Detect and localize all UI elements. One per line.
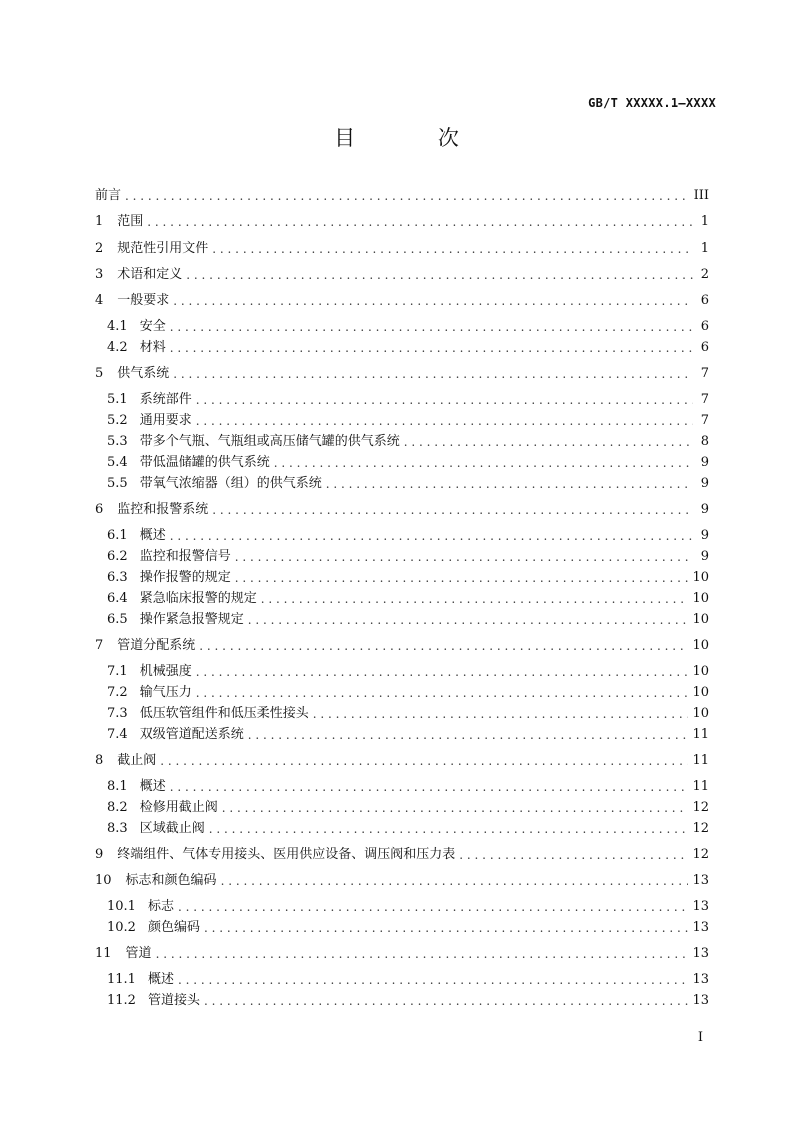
toc-entry-number: 1 — [95, 214, 104, 229]
toc-leader-dots — [313, 704, 689, 724]
toc-entry-label: 输气压力 — [139, 685, 192, 700]
page-title: 目 次 — [334, 126, 497, 150]
toc-leader-dots — [178, 897, 688, 917]
toc-entry[interactable] — [107, 338, 709, 358]
toc-entry-label: 双级管道配送系统 — [139, 727, 244, 742]
toc-entry[interactable] — [107, 390, 709, 410]
toc-entry-page: 1 — [700, 214, 709, 229]
toc-leader-dots — [196, 390, 693, 410]
toc-entry-number: 8 — [95, 753, 104, 768]
toc-entry-label: 标志 — [147, 899, 174, 914]
toc-leader-dots — [173, 364, 693, 384]
toc-entry-label: 操作紧急报警规定 — [139, 612, 244, 627]
toc-leader-dots — [125, 186, 690, 206]
toc-leader-dots — [235, 568, 689, 588]
toc-entry-number: 4 — [95, 293, 104, 308]
toc-leader-dots — [459, 845, 688, 865]
toc-entry-number: 5.2 — [107, 413, 128, 428]
toc-entry-label: 一般要求 — [117, 293, 170, 308]
toc-leader-dots — [248, 610, 689, 630]
toc-entry[interactable] — [107, 547, 709, 567]
toc-entry-label: 机械强度 — [139, 664, 192, 679]
toc-entry[interactable] — [95, 291, 709, 311]
toc-entry-page: 11 — [692, 727, 709, 742]
toc-entry-page: 7 — [700, 392, 709, 407]
toc-entry-page: 10 — [692, 612, 709, 627]
toc-leader-dots — [199, 636, 688, 656]
toc-entry-label: 颜色编码 — [147, 920, 200, 935]
toc-leader-dots — [170, 338, 693, 358]
toc-entry-number: 9 — [95, 847, 104, 862]
toc-entry-number: 2 — [95, 241, 104, 256]
toc-entry[interactable] — [107, 918, 709, 938]
toc-leader-dots — [170, 317, 693, 337]
toc-leader-dots — [160, 751, 688, 771]
toc-entry-label: 标志和颜色编码 — [125, 873, 217, 888]
toc-entry-number: 5.3 — [107, 434, 128, 449]
toc-entry-page: 11 — [692, 779, 709, 794]
toc-entry[interactable] — [107, 725, 709, 745]
toc-entry-number: 4.2 — [107, 340, 128, 355]
toc-entry-label: 范围 — [117, 214, 144, 229]
toc-entry[interactable] — [95, 239, 709, 259]
toc-entry[interactable] — [95, 944, 709, 964]
toc-entry-label: 带多个气瓶、气瓶组或高压储气罐的供气系统 — [139, 434, 400, 449]
toc-entry-page: 10 — [692, 570, 709, 585]
toc-entry-number: 10.1 — [107, 899, 136, 914]
toc-entry-page: 13 — [692, 946, 709, 961]
toc-entry[interactable] — [107, 991, 709, 1011]
toc-entry[interactable] — [95, 845, 709, 865]
toc-entry-page: 13 — [692, 972, 709, 987]
toc-entry[interactable] — [107, 819, 709, 839]
toc-entry-number: 7.3 — [107, 706, 128, 721]
toc-entry[interactable] — [95, 636, 709, 656]
toc-entry[interactable] — [95, 500, 709, 520]
toc-entry-label: 系统部件 — [139, 392, 192, 407]
toc-entry-page: 6 — [700, 340, 709, 355]
toc-entry[interactable] — [95, 751, 709, 771]
toc-entry[interactable] — [107, 897, 709, 917]
toc-entry-page: 10 — [692, 591, 709, 606]
toc-leader-dots — [326, 474, 693, 494]
toc-entry-number: 6.5 — [107, 612, 128, 627]
standard-code: GB/T XXXXX.1—XXXX — [588, 96, 716, 110]
toc-entry-number: 6.4 — [107, 591, 128, 606]
toc-leader-dots — [196, 662, 689, 682]
toc-leader-dots — [196, 683, 689, 703]
toc-entry-label: 监控和报警信号 — [139, 549, 231, 564]
toc-entry-page: 13 — [692, 993, 709, 1008]
toc-entry-page: 10 — [692, 685, 709, 700]
toc-entry-page: 7 — [700, 413, 709, 428]
toc-entry-page: 8 — [700, 434, 709, 449]
toc-entry-number: 8.1 — [107, 779, 128, 794]
toc-entry[interactable] — [95, 871, 709, 891]
toc-leader-dots — [261, 589, 689, 609]
toc-entry-label: 供气系统 — [117, 366, 170, 381]
toc-entry[interactable] — [107, 568, 709, 588]
toc-entry-label: 安全 — [139, 319, 166, 334]
toc-entry-number: 6.2 — [107, 549, 128, 564]
toc-entry-page: 12 — [692, 800, 709, 815]
toc-entry-number: 11.1 — [107, 972, 136, 987]
toc-leader-dots — [222, 798, 689, 818]
toc-entry-number: 3 — [95, 267, 104, 282]
toc-leader-dots — [212, 239, 693, 259]
toc-entry-page: 13 — [692, 899, 709, 914]
toc-entry-label: 管道分配系统 — [117, 638, 196, 653]
toc-entry-label: 规范性引用文件 — [117, 241, 209, 256]
toc-entry-number: 11 — [95, 946, 112, 961]
toc-leader-dots — [156, 944, 689, 964]
toc-entry[interactable] — [107, 317, 709, 337]
toc-entry-number: 5.1 — [107, 392, 128, 407]
toc-leader-dots — [147, 212, 693, 232]
toc-entry[interactable] — [107, 453, 709, 473]
toc-entry-page: 9 — [700, 476, 709, 491]
toc-entry-number: 5.4 — [107, 455, 128, 470]
toc-entry-page: 6 — [700, 293, 709, 308]
toc-entry-page: 9 — [700, 455, 709, 470]
toc-entry-number: 10 — [95, 873, 112, 888]
toc-entry[interactable] — [95, 186, 709, 206]
toc-leader-dots — [178, 970, 688, 990]
toc-entry-label: 带氧气浓缩器（组）的供气系统 — [139, 476, 322, 491]
toc-leader-dots — [173, 291, 693, 311]
toc-entry-label: 检修用截止阀 — [139, 800, 218, 815]
toc-entry-label: 术语和定义 — [117, 267, 183, 282]
toc-entry[interactable] — [107, 970, 709, 990]
toc-entry-number: 8.3 — [107, 821, 128, 836]
toc-entry-label: 终端组件、气体专用接头、医用供应设备、调压阀和压力表 — [117, 847, 456, 862]
toc-leader-dots — [170, 526, 693, 546]
toc-entry-label: 带低温储罐的供气系统 — [139, 455, 270, 470]
toc-entry[interactable] — [107, 411, 709, 431]
page-number: I — [697, 1030, 703, 1045]
toc-leader-dots — [170, 777, 689, 797]
toc-entry-page: 9 — [700, 528, 709, 543]
toc-entry[interactable] — [107, 589, 709, 609]
toc-entry[interactable] — [95, 364, 709, 384]
toc-entry-page: 13 — [692, 920, 709, 935]
toc-entry-number: 8.2 — [107, 800, 128, 815]
toc-entry-page: 11 — [692, 753, 709, 768]
toc-leader-dots — [221, 871, 689, 891]
toc-entry-page: 10 — [692, 706, 709, 721]
toc-entry-label: 截止阀 — [117, 753, 157, 768]
toc-entry-page: 6 — [700, 319, 709, 334]
toc-entry-page: 2 — [700, 267, 709, 282]
toc-entry-page: 9 — [700, 549, 709, 564]
toc-entry-label: 紧急临床报警的规定 — [139, 591, 257, 606]
toc-entry[interactable] — [107, 704, 709, 724]
toc-entry-label: 区域截止阀 — [139, 821, 205, 836]
toc-entry-label: 管道接头 — [147, 993, 200, 1008]
toc-entry[interactable] — [107, 662, 709, 682]
toc-leader-dots — [196, 411, 693, 431]
toc-entry-label: 低压软管组件和低压柔性接头 — [139, 706, 309, 721]
toc-entry-page: 10 — [692, 638, 709, 653]
toc-entry-page: 13 — [692, 873, 709, 888]
toc-entry[interactable] — [107, 777, 709, 797]
toc-entry[interactable] — [107, 526, 709, 546]
toc-entry-page: 7 — [700, 366, 709, 381]
toc-entry-label: 概述 — [147, 972, 174, 987]
toc-entry-number: 7.1 — [107, 664, 128, 679]
toc-entry-page: 9 — [700, 502, 709, 517]
toc-entry-page: 12 — [692, 821, 709, 836]
toc-entry-number: 5.5 — [107, 476, 128, 491]
toc-entry-number: 4.1 — [107, 319, 128, 334]
toc-entry[interactable] — [107, 474, 709, 494]
toc-entry-label: 监控和报警系统 — [117, 502, 209, 517]
toc-entry-page: 12 — [692, 847, 709, 862]
toc-entry-number: 11.2 — [107, 993, 136, 1008]
toc-leader-dots — [212, 500, 693, 520]
toc-leader-dots — [204, 991, 688, 1011]
toc-leader-dots — [274, 453, 693, 473]
toc-entry-label: 材料 — [139, 340, 166, 355]
toc-entry-label: 概述 — [139, 528, 166, 543]
toc-entry-number: 6.1 — [107, 528, 128, 543]
toc-leader-dots — [209, 819, 689, 839]
toc-entry-number: 7.4 — [107, 727, 128, 742]
toc-leader-dots — [186, 265, 693, 285]
toc-leader-dots — [248, 725, 689, 745]
toc-leader-dots — [404, 432, 693, 452]
toc-entry[interactable] — [95, 265, 709, 285]
toc-entry-page: 1 — [700, 241, 709, 256]
toc-entry-label: 通用要求 — [139, 413, 192, 428]
toc-entry-page: 10 — [692, 664, 709, 679]
toc-entry[interactable] — [95, 212, 709, 232]
toc-entry[interactable] — [107, 683, 709, 703]
toc-entry-number: 5 — [95, 366, 104, 381]
toc-entry-number: 7 — [95, 638, 104, 653]
toc-entry-number: 10.2 — [107, 920, 136, 935]
toc-entry-number: 6.3 — [107, 570, 128, 585]
toc-entry-label: 操作报警的规定 — [139, 570, 231, 585]
toc-entry[interactable] — [107, 432, 709, 452]
toc-leader-dots — [235, 547, 693, 567]
toc-entry-page: III — [693, 188, 709, 203]
toc-entry-label: 前言 — [95, 188, 122, 203]
toc-entry-number: 6 — [95, 502, 104, 517]
toc-entry-label: 概述 — [139, 779, 166, 794]
toc-entry[interactable] — [107, 610, 709, 630]
toc-leader-dots — [204, 918, 688, 938]
toc-entry[interactable] — [107, 798, 709, 818]
toc-entry-label: 管道 — [125, 946, 152, 961]
toc-entry-number: 7.2 — [107, 685, 128, 700]
